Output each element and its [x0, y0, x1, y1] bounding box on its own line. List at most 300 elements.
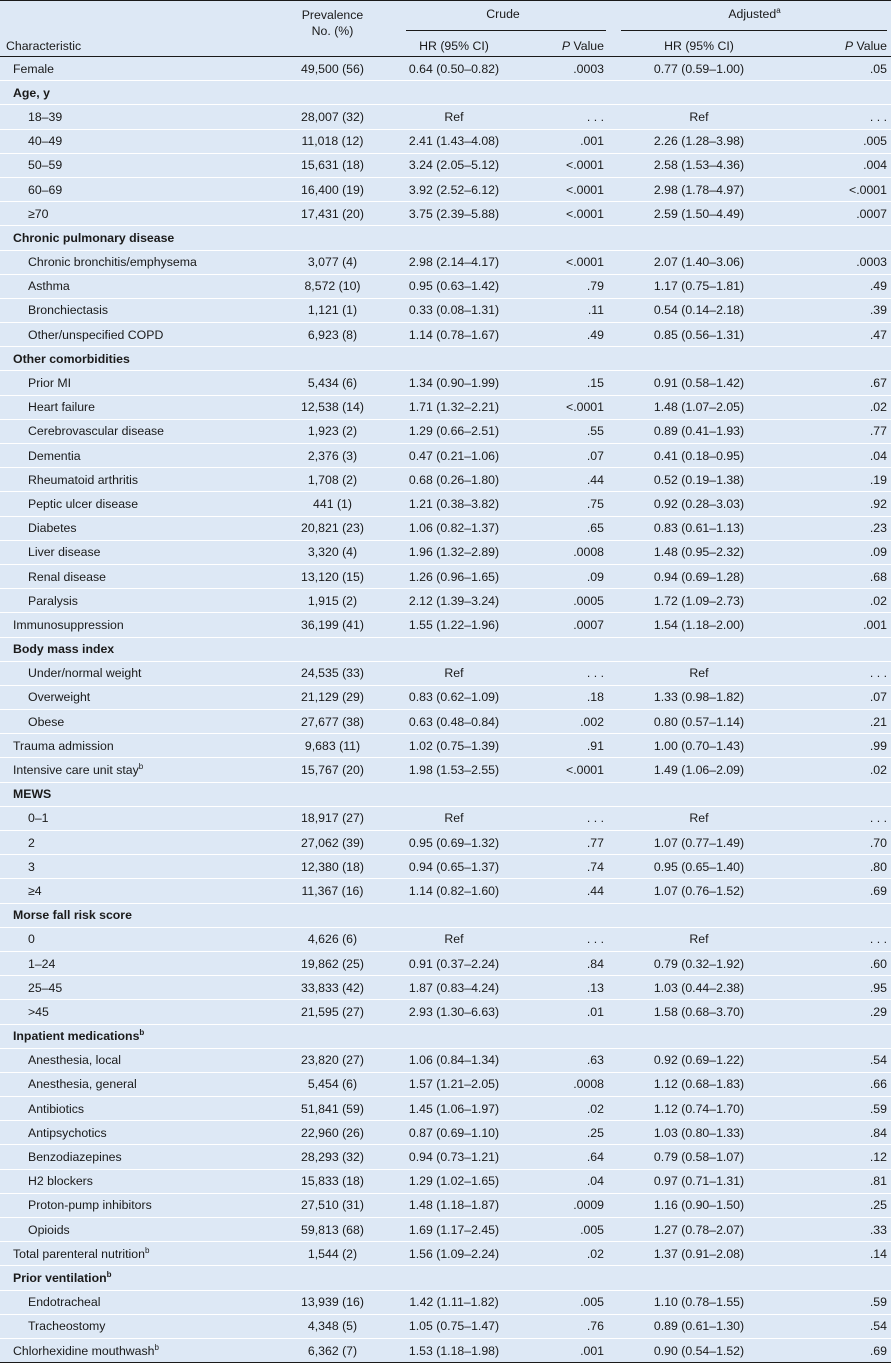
- prevalence-cell: 20,821 (23): [301, 521, 364, 536]
- table-row: [0, 274, 891, 298]
- adjusted-hr-cell: 1.72 (1.09–2.73): [653, 593, 745, 608]
- crude-p-cell: . . .: [586, 811, 604, 826]
- adjusted-hr-cell: 1.12 (0.74–1.70): [653, 1101, 745, 1116]
- gap-cell: [606, 202, 618, 226]
- gap-cell: [606, 105, 618, 129]
- crude-hr-cell: 1.02 (0.75–1.39): [408, 738, 500, 753]
- crude-hr-cell: 1.14 (0.78–1.67): [408, 327, 500, 342]
- gap-cell: [606, 371, 618, 395]
- adjusted-p-cell: .001: [863, 617, 887, 632]
- adjusted-p-cell: .0007: [856, 206, 887, 221]
- adjusted-hr-cell: 2.59 (1.50–4.49): [653, 206, 745, 221]
- table-row: [0, 1097, 891, 1121]
- crude-hr-cell: 1.26 (0.96–1.65): [408, 569, 500, 584]
- characteristic-cell: Rheumatoid arthritis: [28, 472, 139, 487]
- table-row: [0, 1145, 891, 1169]
- section-row: [0, 1266, 891, 1290]
- table-row: [0, 129, 891, 153]
- characteristic-cell: 50–59: [28, 158, 63, 173]
- section-row: [0, 347, 891, 371]
- adjusted-hr-cell: 2.26 (1.28–3.98): [653, 134, 745, 149]
- crude-hr-cell: 1.55 (1.22–1.96): [408, 617, 500, 632]
- adjusted-hr-cell: 1.58 (0.68–3.70): [653, 1004, 745, 1019]
- crude-p-cell: .49: [586, 327, 604, 342]
- table-body: [0, 57, 891, 1363]
- table-row: [0, 1048, 891, 1072]
- adjusted-p-cell: .70: [869, 835, 887, 850]
- header-crude: Crude: [400, 1, 606, 32]
- table-row: [0, 323, 891, 347]
- adjusted-p-cell: .77: [869, 424, 887, 439]
- gap-cell: [606, 419, 618, 443]
- table-row: [0, 250, 891, 274]
- gap-cell: [606, 177, 618, 201]
- prevalence-cell: 1,708 (2): [307, 472, 358, 487]
- crude-p-cell: .65: [586, 521, 604, 536]
- adjusted-p-cell: .69: [869, 1343, 887, 1358]
- section-row: [0, 1024, 891, 1048]
- characteristic-cell: Anesthesia, local: [28, 1053, 121, 1068]
- gap-cell: [606, 734, 618, 758]
- characteristic-cell: 3: [28, 859, 35, 874]
- characteristic-cell: Renal disease: [28, 569, 106, 584]
- prevalence-cell: 1,915 (2): [307, 593, 358, 608]
- table-row: [0, 153, 891, 177]
- crude-hr-cell: 0.95 (0.63–1.42): [408, 279, 500, 294]
- adjusted-p-cell: .49: [869, 279, 887, 294]
- crude-hr-cell: 1.96 (1.32–2.89): [408, 545, 500, 560]
- prevalence-cell: 36,199 (41): [301, 617, 364, 632]
- prevalence-cell: 1,121 (1): [307, 303, 358, 318]
- crude-p-cell: .44: [586, 883, 604, 898]
- crude-p-cell: . . .: [586, 666, 604, 681]
- crude-hr-cell: 0.87 (0.69–1.10): [408, 1125, 500, 1140]
- gap-cell: [606, 613, 618, 637]
- adjusted-hr-cell: 0.85 (0.56–1.31): [653, 327, 745, 342]
- characteristic-cell: 60–69: [28, 182, 63, 197]
- table-row: [0, 734, 891, 758]
- adjusted-p-cell: .69: [869, 883, 887, 898]
- crude-hr-cell: 0.94 (0.73–1.21): [408, 1150, 500, 1165]
- gap-cell: [606, 57, 618, 81]
- characteristic-cell: Intensive care unit stay$^b$: [13, 761, 144, 778]
- table-row: [0, 419, 891, 443]
- crude-p-cell: .63: [586, 1053, 604, 1068]
- prevalence-cell: 8,572 (10): [304, 279, 361, 294]
- crude-p-cell: .005: [580, 1295, 604, 1310]
- crude-hr-cell: 2.12 (1.39–3.24): [408, 593, 500, 608]
- gap-cell: [606, 1000, 618, 1024]
- characteristic-cell: Heart failure: [28, 400, 95, 415]
- table-row: [0, 1169, 891, 1193]
- gap-cell: [606, 855, 618, 879]
- characteristic-cell: Under/normal weight: [28, 666, 142, 681]
- prevalence-cell: 18,917 (27): [301, 811, 364, 826]
- adjusted-p-cell: .05: [869, 61, 887, 76]
- crude-p-cell: .0008: [573, 1077, 604, 1092]
- adjusted-hr-cell: Ref: [689, 109, 709, 124]
- crude-p-cell: .91: [586, 738, 604, 753]
- crude-hr-cell: 1.14 (0.82–1.60): [408, 883, 500, 898]
- prevalence-cell: 23,820 (27): [301, 1053, 364, 1068]
- table-row: [0, 806, 891, 830]
- adjusted-p-cell: .07: [869, 690, 887, 705]
- adjusted-hr-cell: 0.97 (0.71–1.31): [653, 1174, 745, 1189]
- header-adjusted-hr: HR (95% CI): [664, 39, 734, 53]
- gap-cell: [606, 1145, 618, 1169]
- prevalence-cell: 33,833 (42): [301, 980, 364, 995]
- gap-cell: [606, 927, 618, 951]
- prevalence-cell: 1,544 (2): [307, 1246, 358, 1261]
- crude-p-cell: .02: [586, 1101, 604, 1116]
- characteristic-cell: Antibiotics: [28, 1101, 85, 1116]
- characteristic-cell: Bronchiectasis: [28, 303, 108, 318]
- adjusted-p-cell: <.0001: [849, 182, 887, 197]
- characteristic-cell: 0: [28, 932, 35, 947]
- adjusted-hr-cell: 1.07 (0.76–1.52): [653, 883, 745, 898]
- adjusted-p-cell: .14: [869, 1246, 887, 1261]
- adjusted-hr-cell: 1.49 (1.06–2.09): [653, 763, 745, 778]
- crude-hr-cell: 3.75 (2.39–5.88): [408, 206, 500, 221]
- prevalence-cell: 11,018 (12): [301, 134, 364, 149]
- crude-p-cell: .04: [586, 1174, 604, 1189]
- gap-cell: [606, 1193, 618, 1217]
- characteristic-cell: Asthma: [28, 279, 70, 294]
- table-row: [0, 976, 891, 1000]
- prevalence-cell: 16,400 (19): [301, 182, 364, 197]
- adjusted-p-cell: .68: [869, 569, 887, 584]
- crude-hr-cell: 1.05 (0.75–1.47): [408, 1319, 500, 1334]
- crude-hr-cell: Ref: [444, 109, 464, 124]
- adjusted-hr-cell: 0.89 (0.41–1.93): [653, 424, 745, 439]
- section-label: Inpatient medications$^b$: [13, 1028, 145, 1044]
- crude-hr-cell: 2.93 (1.30–6.63): [408, 1004, 500, 1019]
- gap-cell: [606, 951, 618, 975]
- adjusted-hr-cell: 1.54 (1.18–2.00): [653, 617, 745, 632]
- gap-cell: [606, 468, 618, 492]
- characteristic-cell: >45: [28, 1004, 49, 1019]
- adjusted-p-cell: .54: [869, 1319, 887, 1334]
- characteristic-cell: Female: [13, 61, 55, 76]
- crude-hr-cell: 1.53 (1.18–1.98): [408, 1343, 500, 1358]
- adjusted-hr-cell: 0.90 (0.54–1.52): [653, 1343, 745, 1358]
- gap-cell: [606, 1290, 618, 1314]
- characteristic-cell: H2 blockers: [28, 1174, 93, 1189]
- gap-cell: [606, 589, 618, 613]
- characteristic-cell: 1–24: [28, 956, 56, 971]
- adjusted-p-cell: .95: [869, 980, 887, 995]
- crude-hr-cell: 1.42 (1.11–1.82): [409, 1295, 499, 1310]
- prevalence-cell: 22,960 (26): [301, 1125, 364, 1140]
- adjusted-p-cell: .0003: [856, 255, 887, 270]
- prevalence-cell: 4,626 (6): [307, 932, 358, 947]
- prevalence-cell: 11,367 (16): [301, 883, 364, 898]
- adjusted-p-cell: .21: [869, 714, 887, 729]
- characteristic-cell: 18–39: [28, 109, 63, 124]
- characteristic-cell: Prior MI: [28, 376, 72, 391]
- gap-cell: [606, 879, 618, 903]
- adjusted-hr-cell: 0.79 (0.32–1.92): [653, 956, 745, 971]
- crude-p-cell: <.0001: [566, 400, 604, 415]
- prevalence-cell: 12,380 (18): [301, 859, 364, 874]
- crude-hr-cell: 1.87 (0.83–4.24): [408, 980, 500, 995]
- adjusted-p-cell: . . .: [869, 109, 887, 124]
- characteristic-cell: 25–45: [28, 980, 63, 995]
- adjusted-p-cell: .04: [869, 448, 887, 463]
- adjusted-p-cell: .80: [869, 859, 887, 874]
- adjusted-hr-cell: 0.91 (0.58–1.42): [653, 376, 745, 391]
- crude-p-cell: .02: [586, 1246, 604, 1261]
- table-row: [0, 492, 891, 516]
- prevalence-cell: 51,841 (59): [301, 1101, 364, 1116]
- gap-cell: [606, 129, 618, 153]
- characteristic-cell: ≥70: [28, 206, 49, 221]
- adjusted-hr-cell: 0.77 (0.59–1.00): [653, 61, 745, 76]
- crude-hr-cell: Ref: [444, 666, 464, 681]
- prevalence-cell: 3,077 (4): [307, 255, 358, 270]
- adjusted-hr-cell: 1.17 (0.75–1.81): [653, 279, 745, 294]
- prevalence-cell: 21,595 (27): [301, 1004, 364, 1019]
- table-row: [0, 1242, 891, 1266]
- crude-p-cell: .002: [580, 714, 604, 729]
- section-label: Age, y: [13, 85, 50, 100]
- characteristic-cell: Antipsychotics: [28, 1125, 107, 1140]
- adjusted-hr-cell: Ref: [689, 666, 709, 681]
- characteristic-cell: Anesthesia, general: [28, 1077, 137, 1092]
- characteristic-cell: Paralysis: [28, 593, 78, 608]
- crude-p-cell: .0005: [573, 593, 604, 608]
- table-row: [0, 57, 891, 81]
- table-row: [0, 661, 891, 685]
- crude-p-cell: .09: [586, 569, 604, 584]
- crude-hr-cell: 2.41 (1.43–4.08): [408, 134, 500, 149]
- table-row: [0, 758, 891, 782]
- adjusted-p-cell: .81: [869, 1174, 887, 1189]
- adjusted-hr-cell: 0.79 (0.58–1.07): [653, 1150, 745, 1165]
- crude-hr-cell: 1.48 (1.18–1.87): [408, 1198, 500, 1213]
- adjusted-p-cell: .84: [869, 1125, 887, 1140]
- header-characteristic-spacer: [0, 1, 265, 32]
- section-label: Prior ventilation$^b$: [13, 1269, 112, 1285]
- gap-cell: [606, 323, 618, 347]
- gap-cell: [606, 153, 618, 177]
- gap-cell: [606, 710, 618, 734]
- section-row: [0, 903, 891, 927]
- crude-p-cell: .0009: [573, 1198, 604, 1213]
- gap-cell: [606, 492, 618, 516]
- gap-cell: [606, 564, 618, 588]
- header-characteristic: Characteristic: [6, 39, 82, 53]
- adjusted-p-cell: .02: [869, 763, 887, 778]
- table-row: [0, 927, 891, 951]
- gap-cell: [606, 661, 618, 685]
- prevalence-cell: 6,923 (8): [307, 327, 358, 342]
- adjusted-p-cell: .66: [869, 1077, 887, 1092]
- header-crude-hr: HR (95% CI): [419, 39, 489, 53]
- table-row: [0, 468, 891, 492]
- adjusted-hr-cell: 1.37 (0.91–2.08): [653, 1246, 745, 1261]
- characteristic-cell: Chronic bronchitis/emphysema: [28, 255, 197, 270]
- table-header: [0, 1, 891, 57]
- crude-p-cell: .74: [586, 859, 604, 874]
- adjusted-hr-cell: 0.89 (0.61–1.30): [653, 1319, 745, 1334]
- table-row: [0, 710, 891, 734]
- section-label: Morse fall risk score: [13, 908, 132, 923]
- crude-p-cell: .0003: [573, 61, 604, 76]
- crude-hr-cell: 0.91 (0.37–2.24): [408, 956, 500, 971]
- gap-cell: [606, 1097, 618, 1121]
- adjusted-p-cell: . . .: [869, 811, 887, 826]
- prevalence-cell: 1,923 (2): [307, 424, 358, 439]
- crude-hr-cell: 0.68 (0.26–1.80): [408, 472, 500, 487]
- prevalence-cell: 28,293 (32): [301, 1150, 364, 1165]
- prevalence-cell: 5,434 (6): [307, 376, 358, 391]
- adjusted-hr-cell: 0.83 (0.61–1.13): [653, 521, 745, 536]
- gap-cell: [606, 758, 618, 782]
- prevalence-cell: 27,510 (31): [301, 1198, 364, 1213]
- characteristic-cell: Diabetes: [28, 521, 77, 536]
- crude-hr-cell: 1.57 (1.21–2.05): [408, 1077, 500, 1092]
- table-row: [0, 1000, 891, 1024]
- table-row: [0, 540, 891, 564]
- adjusted-hr-cell: 1.33 (0.98–1.82): [653, 690, 745, 705]
- characteristic-cell: Tracheostomy: [28, 1319, 106, 1334]
- table-row: [0, 298, 891, 322]
- table-row: [0, 613, 891, 637]
- table-row: [0, 1193, 891, 1217]
- prevalence-cell: 28,007 (32): [301, 109, 364, 124]
- crude-hr-cell: 1.98 (1.53–2.55): [408, 763, 500, 778]
- crude-hr-cell: 0.83 (0.62–1.09): [408, 690, 500, 705]
- crude-hr-cell: 1.71 (1.32–2.21): [408, 400, 500, 415]
- characteristic-cell: Peptic ulcer disease: [28, 496, 139, 511]
- crude-hr-cell: 2.98 (2.14–4.17): [408, 255, 500, 270]
- adjusted-p-cell: .60: [869, 956, 887, 971]
- adjusted-p-cell: .02: [869, 593, 887, 608]
- adjusted-hr-cell: 1.03 (0.44–2.38): [653, 980, 745, 995]
- characteristic-cell: Trauma admission: [13, 738, 114, 753]
- adjusted-p-cell: . . .: [869, 666, 887, 681]
- adjusted-p-cell: .12: [869, 1150, 887, 1165]
- adjusted-hr-cell: 0.54 (0.14–2.18): [653, 303, 745, 318]
- characteristic-cell: Total parenteral nutrition$^b$: [13, 1245, 150, 1261]
- gap-cell: [606, 1121, 618, 1145]
- section-label: Body mass index: [13, 642, 115, 657]
- prevalence-cell: 27,677 (38): [301, 714, 364, 729]
- characteristic-cell: Immunosuppression: [13, 617, 124, 632]
- table-row: [0, 202, 891, 226]
- crude-p-cell: .55: [586, 424, 604, 439]
- prevalence-cell: 19,862 (25): [301, 956, 364, 971]
- crude-p-cell: .0008: [573, 545, 604, 560]
- adjusted-hr-cell: Ref: [689, 932, 709, 947]
- adjusted-hr-cell: 1.00 (0.70–1.43): [653, 738, 745, 753]
- characteristic-cell: ≥4: [28, 883, 42, 898]
- crude-p-cell: <.0001: [566, 206, 604, 221]
- prevalence-cell: 12,538 (14): [301, 400, 364, 415]
- adjusted-p-cell: .54: [869, 1053, 887, 1068]
- crude-p-cell: .15: [586, 376, 604, 391]
- header-prevalence: Prevalence No. (%): [301, 8, 364, 38]
- header-gap: [606, 1, 618, 32]
- adjusted-hr-cell: 0.94 (0.69–1.28): [653, 569, 745, 584]
- gap-cell: [606, 1338, 618, 1362]
- adjusted-p-cell: .67: [869, 376, 887, 391]
- prevalence-cell: 9,683 (11): [304, 738, 361, 753]
- crude-p-cell: .01: [586, 1004, 604, 1019]
- crude-p-cell: <.0001: [566, 158, 604, 173]
- adjusted-p-cell: .33: [869, 1222, 887, 1237]
- adjusted-p-cell: .59: [869, 1295, 887, 1310]
- table-row: [0, 879, 891, 903]
- crude-hr-cell: 1.69 (1.17–2.45): [408, 1222, 500, 1237]
- gap-cell: [606, 1314, 618, 1338]
- adjusted-p-cell: .25: [869, 1198, 887, 1213]
- prevalence-cell: 15,767 (20): [301, 763, 364, 778]
- adjusted-hr-cell: 2.07 (1.40–3.06): [653, 255, 745, 270]
- adjusted-p-cell: .59: [869, 1101, 887, 1116]
- table-row: [0, 1121, 891, 1145]
- gap-cell: [606, 685, 618, 709]
- adjusted-hr-cell: 1.16 (0.90–1.50): [653, 1198, 745, 1213]
- adjusted-hr-cell: 0.41 (0.18–0.95): [653, 448, 745, 463]
- prevalence-cell: 24,535 (33): [301, 666, 364, 681]
- characteristic-cell: Other/unspecified COPD: [28, 327, 164, 342]
- crude-p-cell: .0007: [573, 617, 604, 632]
- table-row: [0, 177, 891, 201]
- crude-p-cell: .07: [586, 448, 604, 463]
- adjusted-p-cell: .005: [863, 134, 887, 149]
- adjusted-hr-cell: 1.03 (0.80–1.33): [653, 1125, 745, 1140]
- adjusted-hr-cell: 1.48 (0.95–2.32): [653, 545, 745, 560]
- crude-p-cell: .11: [587, 303, 604, 318]
- prevalence-cell: 13,939 (16): [301, 1295, 364, 1310]
- crude-p-cell: .18: [586, 690, 604, 705]
- prevalence-cell: 17,431 (20): [301, 206, 364, 221]
- section-row: [0, 226, 891, 250]
- crude-p-cell: .44: [586, 472, 604, 487]
- crude-p-cell: <.0001: [566, 255, 604, 270]
- crude-p-cell: .79: [586, 279, 604, 294]
- characteristic-cell: Overweight: [28, 690, 91, 705]
- adjusted-p-cell: .19: [869, 472, 887, 487]
- section-label: Chronic pulmonary disease: [13, 230, 175, 245]
- crude-p-cell: . . .: [586, 932, 604, 947]
- crude-hr-cell: 3.24 (2.05–5.12): [408, 158, 500, 173]
- gap-cell: [606, 274, 618, 298]
- crude-hr-cell: 0.94 (0.65–1.37): [408, 859, 500, 874]
- gap-cell: [606, 250, 618, 274]
- characteristic-cell: 40–49: [28, 134, 63, 149]
- gap-cell: [606, 806, 618, 830]
- prevalence-cell: 3,320 (4): [307, 545, 358, 560]
- table-row: [0, 564, 891, 588]
- header-adjusted-p: P Value: [844, 39, 887, 53]
- characteristic-cell: Opioids: [28, 1222, 70, 1237]
- adjusted-p-cell: .99: [869, 738, 887, 753]
- crude-p-cell: . . .: [586, 109, 604, 124]
- characteristic-cell: Liver disease: [28, 545, 101, 560]
- gap-cell: [606, 516, 618, 540]
- header-adjusted: Adjusted$^a$: [618, 1, 891, 32]
- section-row: [0, 81, 891, 105]
- crude-p-cell: .75: [586, 496, 604, 511]
- adjusted-hr-cell: 1.27 (0.78–2.07): [653, 1222, 745, 1237]
- gap-cell: [606, 395, 618, 419]
- section-row: [0, 637, 891, 661]
- prevalence-cell: 15,833 (18): [301, 1174, 364, 1189]
- gap-cell: [606, 1218, 618, 1242]
